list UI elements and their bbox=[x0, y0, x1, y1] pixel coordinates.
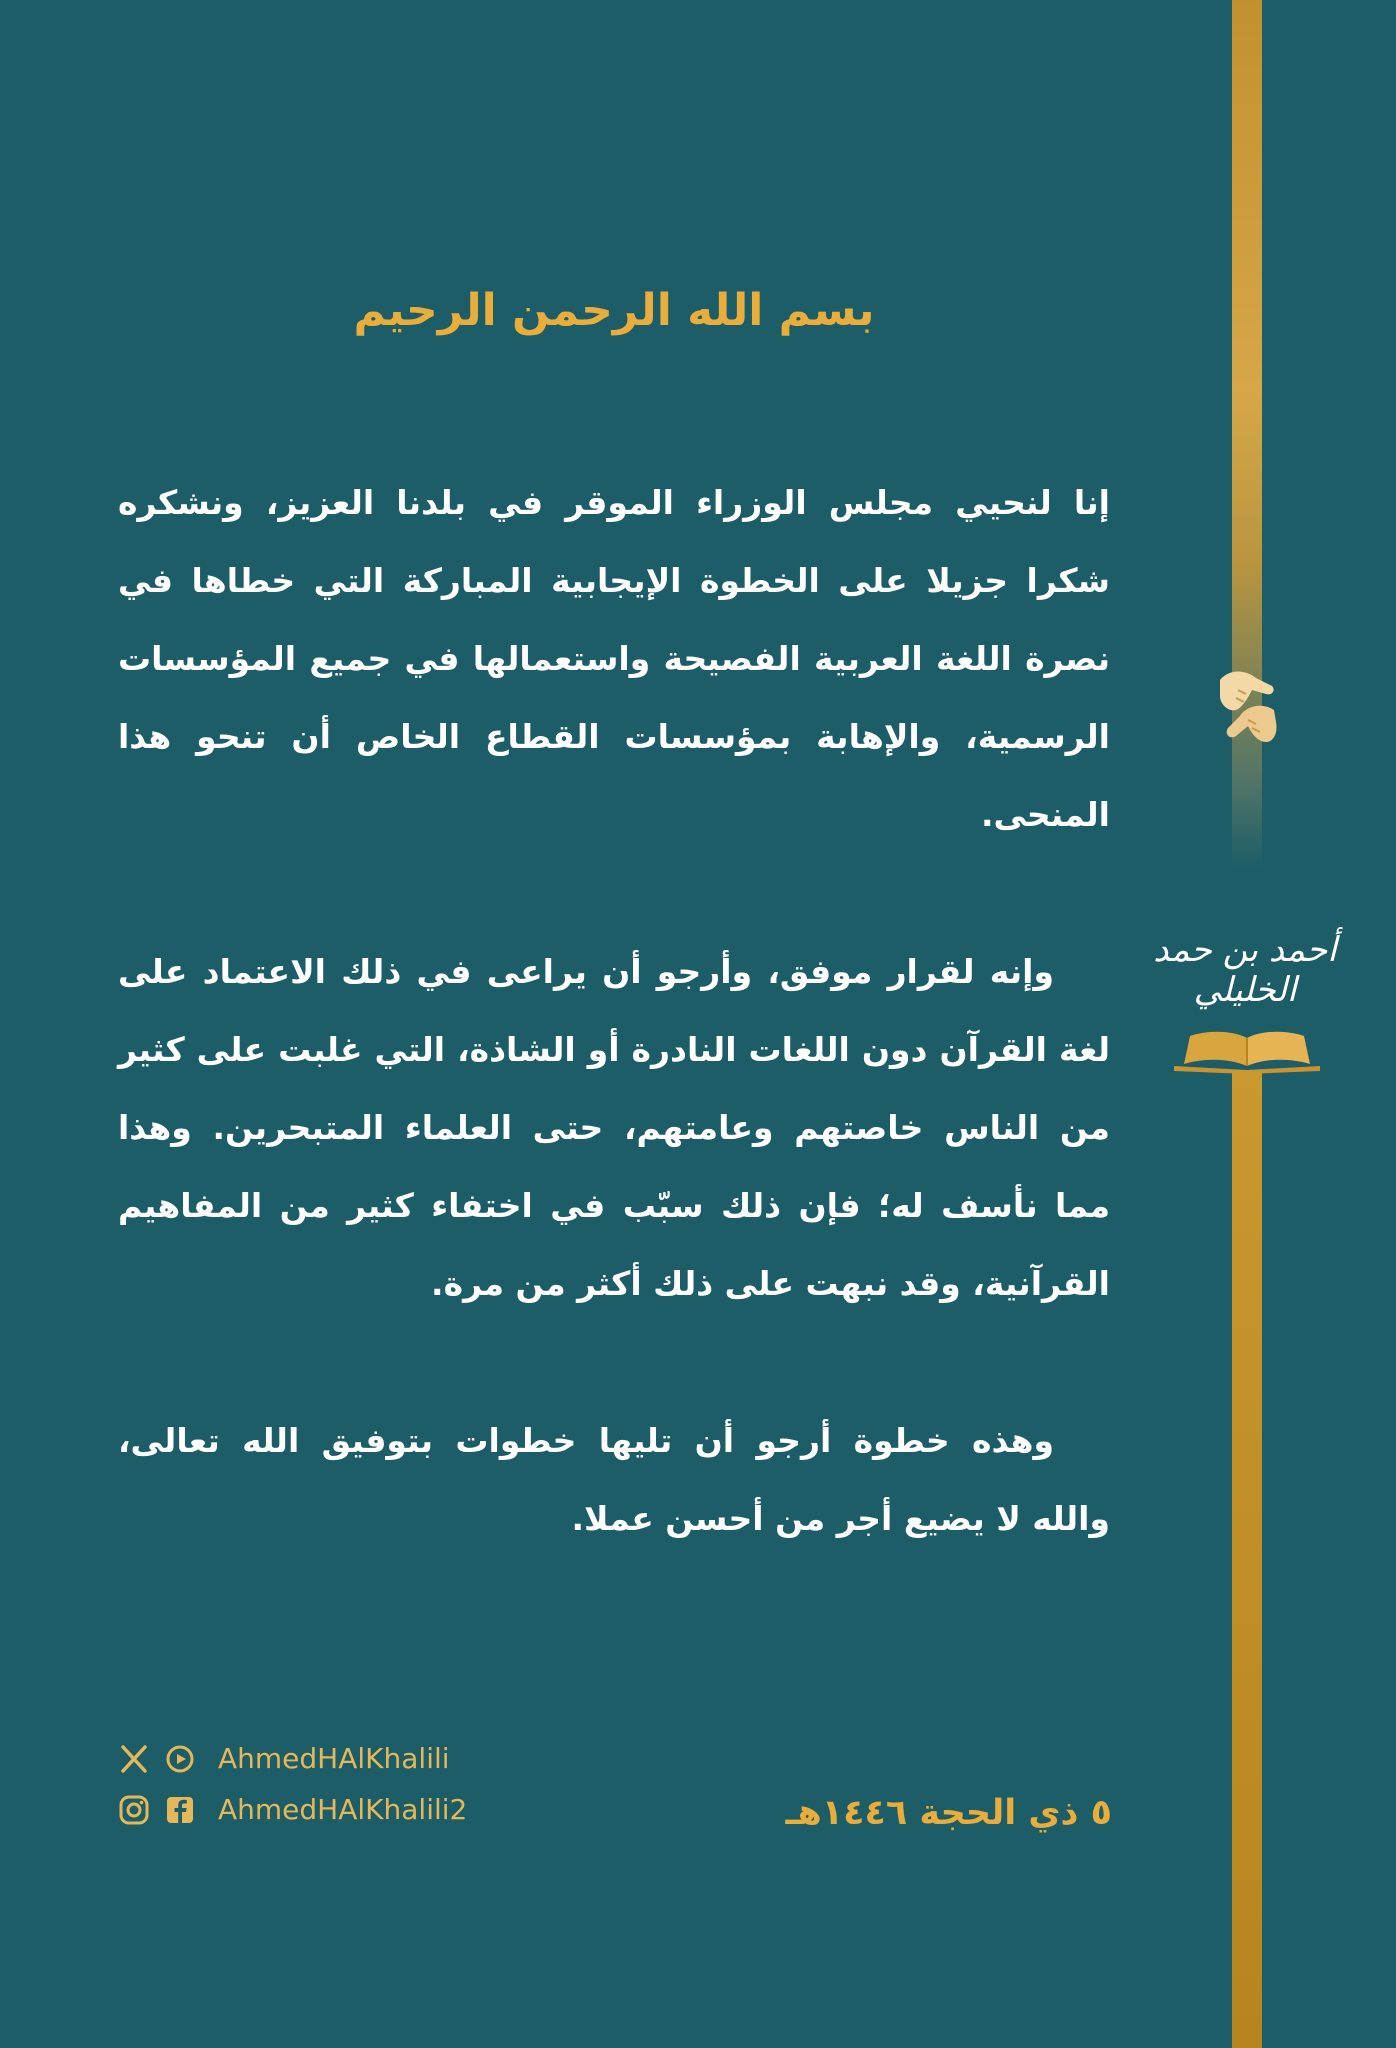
open-book-icon bbox=[1172, 1024, 1322, 1074]
hijri-date: ٥ ذي الحجة ١٤٤٦هـ bbox=[785, 1793, 1112, 1833]
paragraph-2-text: وإنه لقرار موفق، وأرجو أن يراعى في ذلك الاعتماد على لغة القرآن دون اللغات النادرة أو الشاذة، التي غلبت على كثير من الناس خاصتهم وعامتهم، حتى العلماء المتبحرين. وهذا مما نأسف له؛ فإن ذلك سبّب في اختفاء كثير من المفاهيم القرآنية، وقد نبهت على ذلك أكثر من مرة. bbox=[118, 952, 1110, 1303]
paragraph-3 bbox=[118, 1402, 1110, 1558]
youtube-icon[interactable] bbox=[164, 1743, 196, 1775]
social-row-primary bbox=[118, 1742, 450, 1775]
letter-content bbox=[118, 0, 1110, 2048]
decorative-gold-bar-bottom bbox=[1232, 1070, 1262, 2048]
social-handle-secondary[interactable]: AhmedHAlKhalili2 bbox=[218, 1793, 468, 1826]
bismillah-heading: بسم الله الرحمن الرحيم bbox=[353, 285, 875, 336]
author-signature: أحمد بن حمد الخليلي bbox=[1153, 930, 1337, 1010]
paragraph-1-text: إنا لنحيي مجلس الوزراء الموقر في بلدنا العزيز، ونشكره شكرا جزيلا على الخطوة الإيجابية المباركة التي خطاها في نصرة اللغة العربية الفصيحة واستعمالها في جميع المؤسسات الرسمية، والإهابة بمؤسسات القطاع الخاص أن تنحو هذا المنحى. bbox=[118, 483, 1110, 834]
paragraph-2 bbox=[118, 933, 1110, 1323]
clasped-hands-icon bbox=[1212, 650, 1282, 760]
facebook-icon[interactable] bbox=[164, 1794, 196, 1826]
paragraph-3-text: وهذه خطوة أرجو أن تليها خطوات بتوفيق الله تعالى، والله لا يضيع أجر من أحسن عملا. bbox=[118, 1421, 1110, 1538]
x-icon[interactable] bbox=[118, 1743, 150, 1775]
instagram-icon[interactable] bbox=[118, 1794, 150, 1826]
paragraph-1 bbox=[118, 464, 1110, 854]
social-row-secondary bbox=[118, 1793, 467, 1826]
social-handle-primary[interactable]: AhmedHAlKhalili bbox=[218, 1742, 450, 1775]
